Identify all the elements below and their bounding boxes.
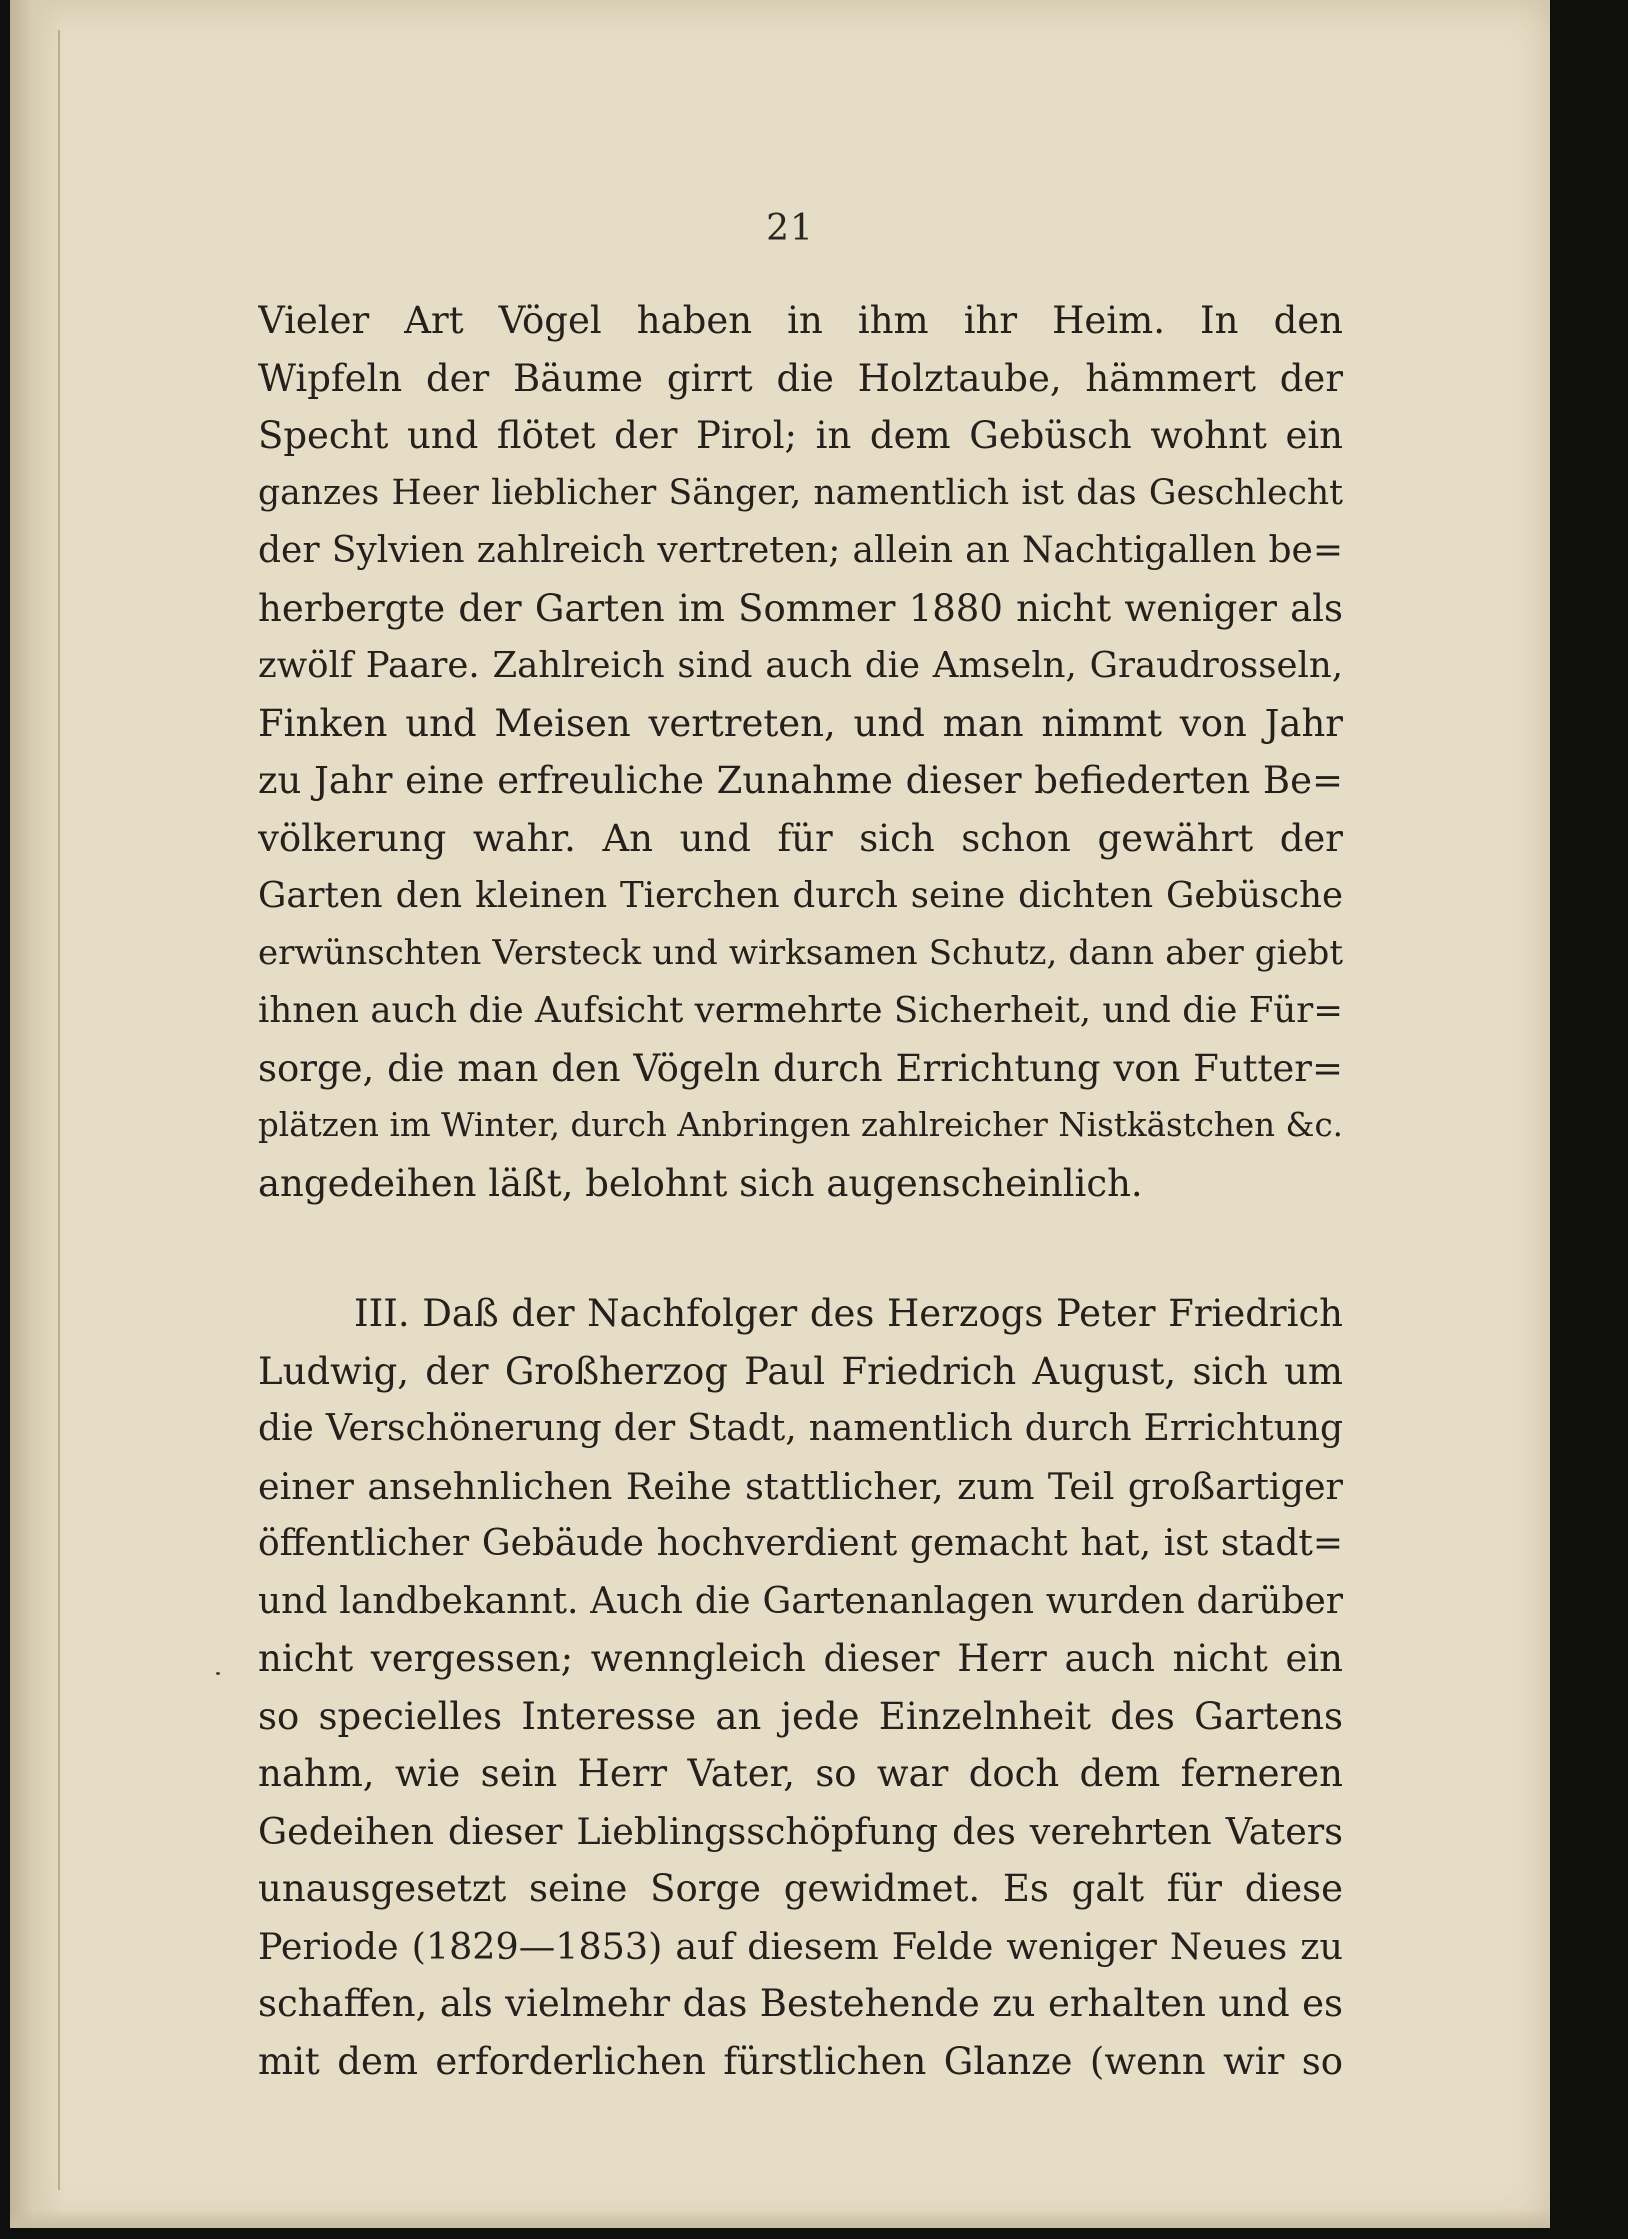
text-line: einer ansehnlichen Reihe stattlicher, zum Teil großartiger — [258, 1464, 1343, 1508]
page-bottom-edge — [10, 2210, 1550, 2228]
text-line: zu Jahr eine erfreuliche Zunahme dieser befiederten Be= — [258, 759, 1343, 802]
text-line: ihnen auch die Aufsicht vermehrte Sicherheit, und die Für= — [258, 990, 1343, 1031]
text-line: herbergte der Garten im Sommer 1880 nicht weniger als — [258, 586, 1343, 630]
paragraph-1 — [258, 292, 1343, 1212]
book-page — [10, 0, 1550, 2228]
page-number: 21 — [766, 208, 814, 249]
text-line: völkerung wahr. An und für sich schon gewährt der — [258, 816, 1343, 860]
text-line: öffentlicher Gebäude hochverdient gemacht hat, ist stadt= — [258, 1523, 1343, 1564]
text-line: die Verschönerung der Stadt, namentlich durch Errichtung — [258, 1408, 1343, 1449]
binding-edge-line — [58, 30, 60, 2190]
text-line: unausgesetzt seine Sorge gewidmet. Es galt für diese — [258, 1867, 1343, 1910]
paragraph-2 — [258, 1285, 1343, 2090]
text-line: und landbekannt. Auch die Gartenanlagen wurden darüber — [258, 1580, 1343, 1622]
text-line: Garten den kleinen Tierchen durch seine dichten Gebüsche — [258, 875, 1343, 916]
text-line: so specielles Interesse an jede Einzelnheit des Gartens — [258, 1694, 1343, 1738]
text-line: schaffen, als vielmehr das Bestehende zu erhalten und es — [258, 1982, 1343, 2025]
text-line: erwünschten Versteck und wirksamen Schutz, dann aber giebt — [258, 932, 1343, 973]
text-line: nicht vergessen; wenngleich dieser Herr auch nicht ein — [258, 1637, 1343, 1680]
binding-shadow — [10, 0, 65, 2228]
ink-speck — [216, 1672, 220, 1675]
text-line: Ludwig, der Großherzog Paul Friedrich August, sich um — [258, 1349, 1343, 1393]
text-line: Specht und flötet der Pirol; in dem Gebüsch wohnt ein — [258, 414, 1343, 457]
text-line: zwölf Paare. Zahlreich sind auch die Amseln, Graudrosseln, — [258, 645, 1343, 686]
text-line: mit dem erforderlichen fürstlichen Glanze (wenn wir so — [258, 2039, 1343, 2083]
text-line: Periode (1829—1853) auf diesem Felde weniger Neues zu — [258, 1924, 1343, 1968]
text-line: plätzen im Winter, durch Anbringen zahlreicher Nistkästchen &c. — [258, 1106, 1343, 1144]
text-line: Vieler Art Vögel haben in ihm ihr Heim. In den — [258, 299, 1343, 342]
body-text — [258, 292, 1343, 2090]
text-line: III. Daß der Nachfolger des Herzogs Peter Friedrich — [354, 1292, 1343, 1335]
text-line: angedeihen läßt, belohnt sich augenscheinlich. — [258, 1161, 1143, 1205]
text-line: Wipfeln der Bäume girrt die Holztaube, hämmert der — [258, 356, 1343, 400]
text-line: ganzes Heer lieblicher Sänger, namentlich ist das Geschlecht — [258, 472, 1343, 513]
text-line: Gedeihen dieser Lieblingsschöpfung des verehrten Vaters — [258, 1809, 1343, 1853]
text-line: nahm, wie sein Herr Vater, so war doch dem ferneren — [258, 1752, 1343, 1795]
paragraph-gap — [258, 1212, 1343, 1285]
text-line: der Sylvien zahlreich vertreten; allein an Nachtigallen be= — [258, 530, 1343, 571]
text-line: Finken und Meisen vertreten, und man nimmt von Jahr — [258, 701, 1343, 745]
text-line: sorge, die man den Vögeln durch Errichtung von Futter= — [258, 1046, 1343, 1090]
